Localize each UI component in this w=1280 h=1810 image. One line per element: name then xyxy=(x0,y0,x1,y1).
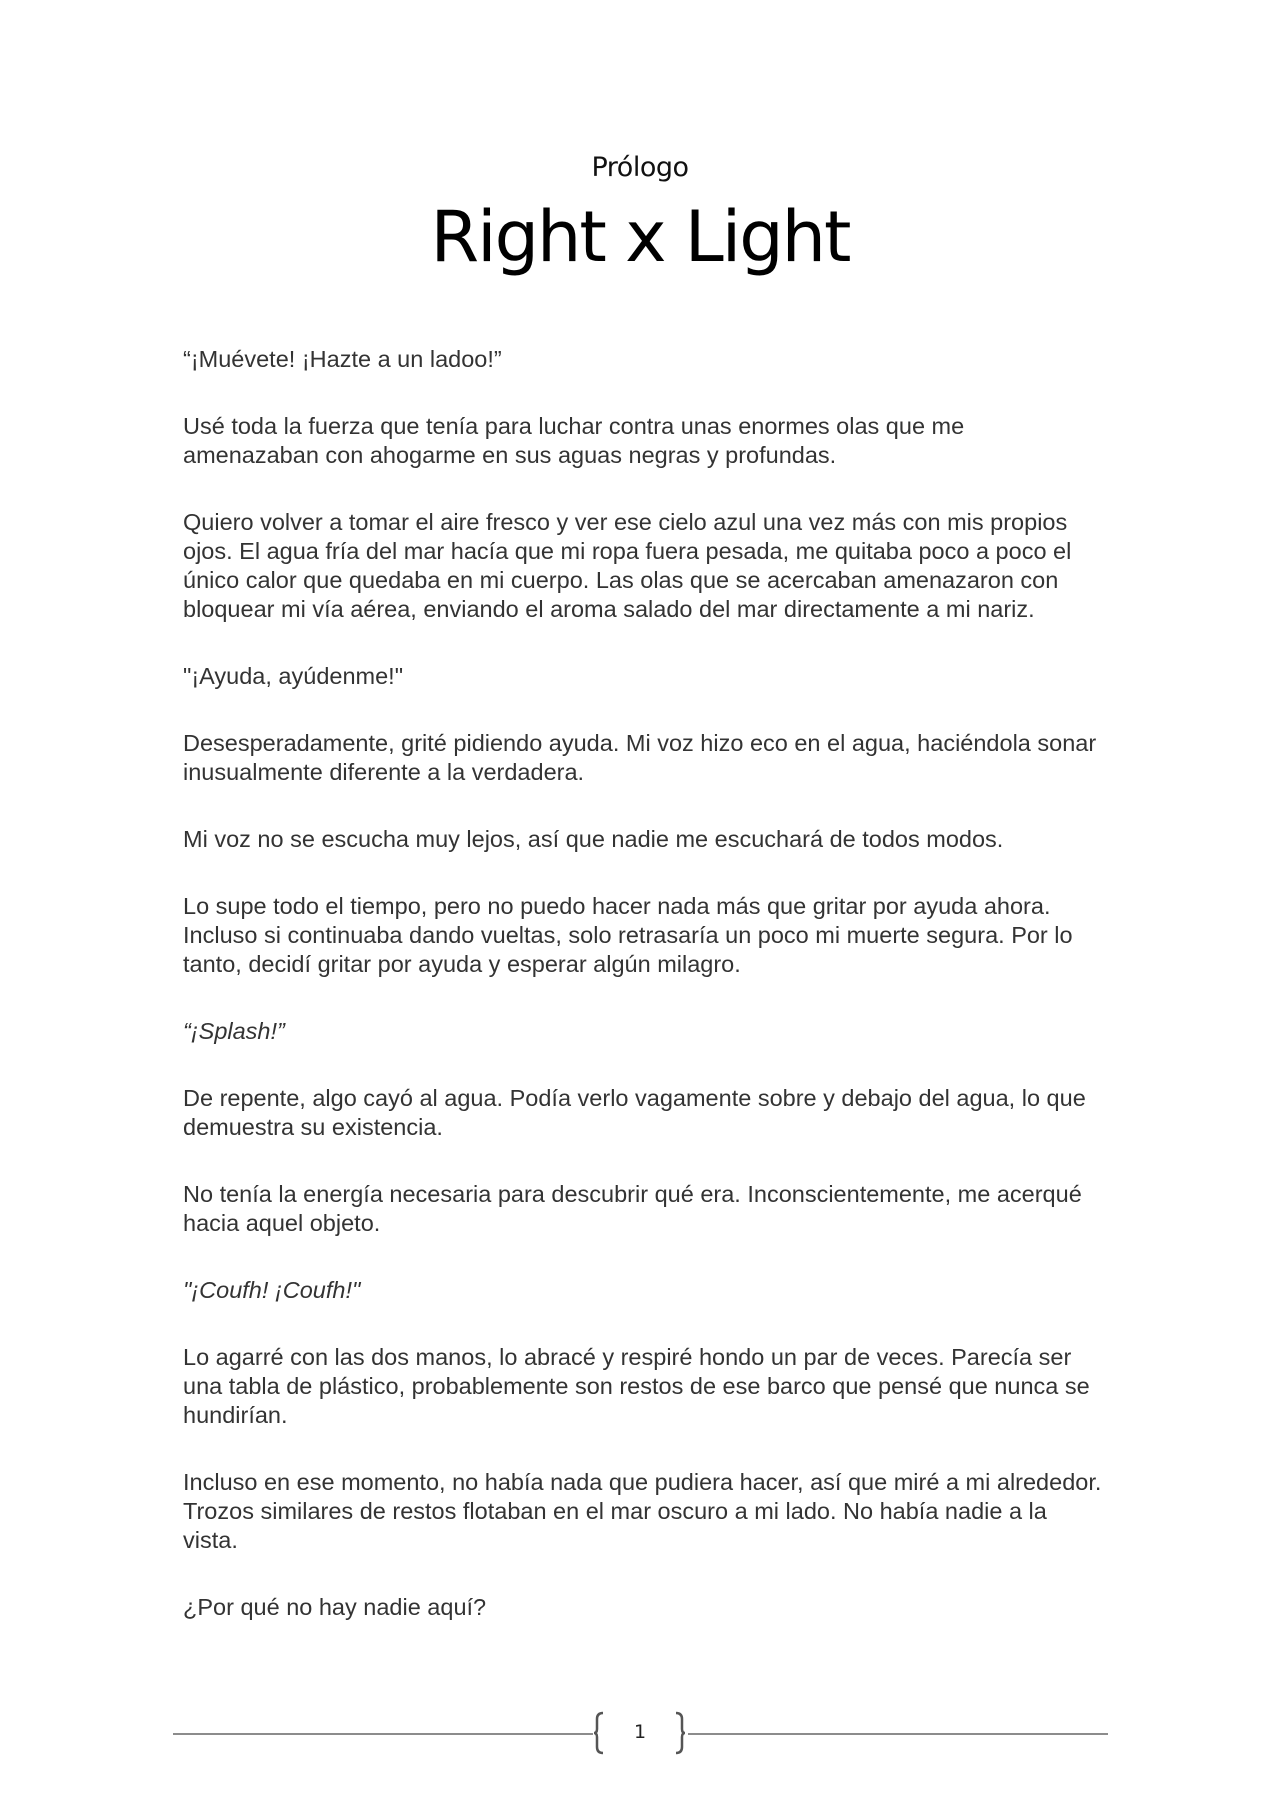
paragraph: Quiero volver a tomar el aire fresco y ver ese cielo azul una vez más con mis propios ojos. El agua fría del mar hacía que mi ropa fuera pesada, me quitaba poco a poco el único calor que quedaba en mi cuerpo. Las olas que se acercaban amenazaron con bloquear mi vía aérea, enviando el aroma salado del mar directamente a mi nariz. xyxy=(183,509,1072,622)
chapter-body xyxy=(183,345,1103,1660)
paragraph: Lo agarré con las dos manos, lo abracé y respiré hondo un par de veces. Parecía ser una tabla de plástico, probablemente son restos de ese barco que pensé que nunca se hundirían. xyxy=(183,1344,1090,1428)
left-brace-icon xyxy=(593,1711,605,1755)
paragraph: “¡Splash!” xyxy=(183,1018,285,1044)
paragraph: “¡Muévete! ¡Hazte a un ladoo!” xyxy=(183,346,502,372)
right-brace-icon xyxy=(674,1711,686,1755)
paragraph: Desesperadamente, grité pidiendo ayuda. Mi voz hizo eco en el agua, haciéndola sonar inusualmente diferente a la verdadera. xyxy=(183,730,1097,785)
paragraph: "¡Ayuda, ayúdenme!" xyxy=(183,663,404,689)
paragraph: "¡Coufh! ¡Coufh!" xyxy=(183,1277,361,1303)
footer-divider-left xyxy=(173,1733,593,1735)
paragraph: Mi voz no se escucha muy lejos, así que nadie me escuchará de todos modos. xyxy=(183,826,1004,852)
page-number: 1 xyxy=(633,1721,647,1743)
chapter-label: Prólogo xyxy=(591,152,689,183)
book-title: Right x Light xyxy=(430,196,850,278)
paragraph: De repente, algo cayó al agua. Podía verlo vagamente sobre y debajo del agua, lo que demuestra su existencia. xyxy=(183,1085,1086,1140)
paragraph: Lo supe todo el tiempo, pero no puedo hacer nada más que gritar por ayuda ahora. Incluso si continuaba dando vueltas, solo retrasaría un poco mi muerte segura. Por lo tanto, decidí gritar por ayuda y esperar algún milagro. xyxy=(183,893,1073,977)
paragraph: Usé toda la fuerza que tenía para luchar contra unas enormes olas que me amenazaban con ahogarme en sus aguas negras y profundas. xyxy=(183,413,965,468)
paragraph: ¿Por qué no hay nadie aquí? xyxy=(183,1594,487,1620)
footer-divider-right xyxy=(688,1733,1108,1735)
paragraph: No tenía la energía necesaria para descubrir qué era. Inconscientemente, me acerqué hacia aquel objeto. xyxy=(183,1181,1082,1236)
paragraph: Incluso en ese momento, no había nada que pudiera hacer, así que miré a mi alrededor. Trozos similares de restos flotaban en el mar oscuro a mi lado. No había nadie a la vista. xyxy=(183,1469,1102,1553)
